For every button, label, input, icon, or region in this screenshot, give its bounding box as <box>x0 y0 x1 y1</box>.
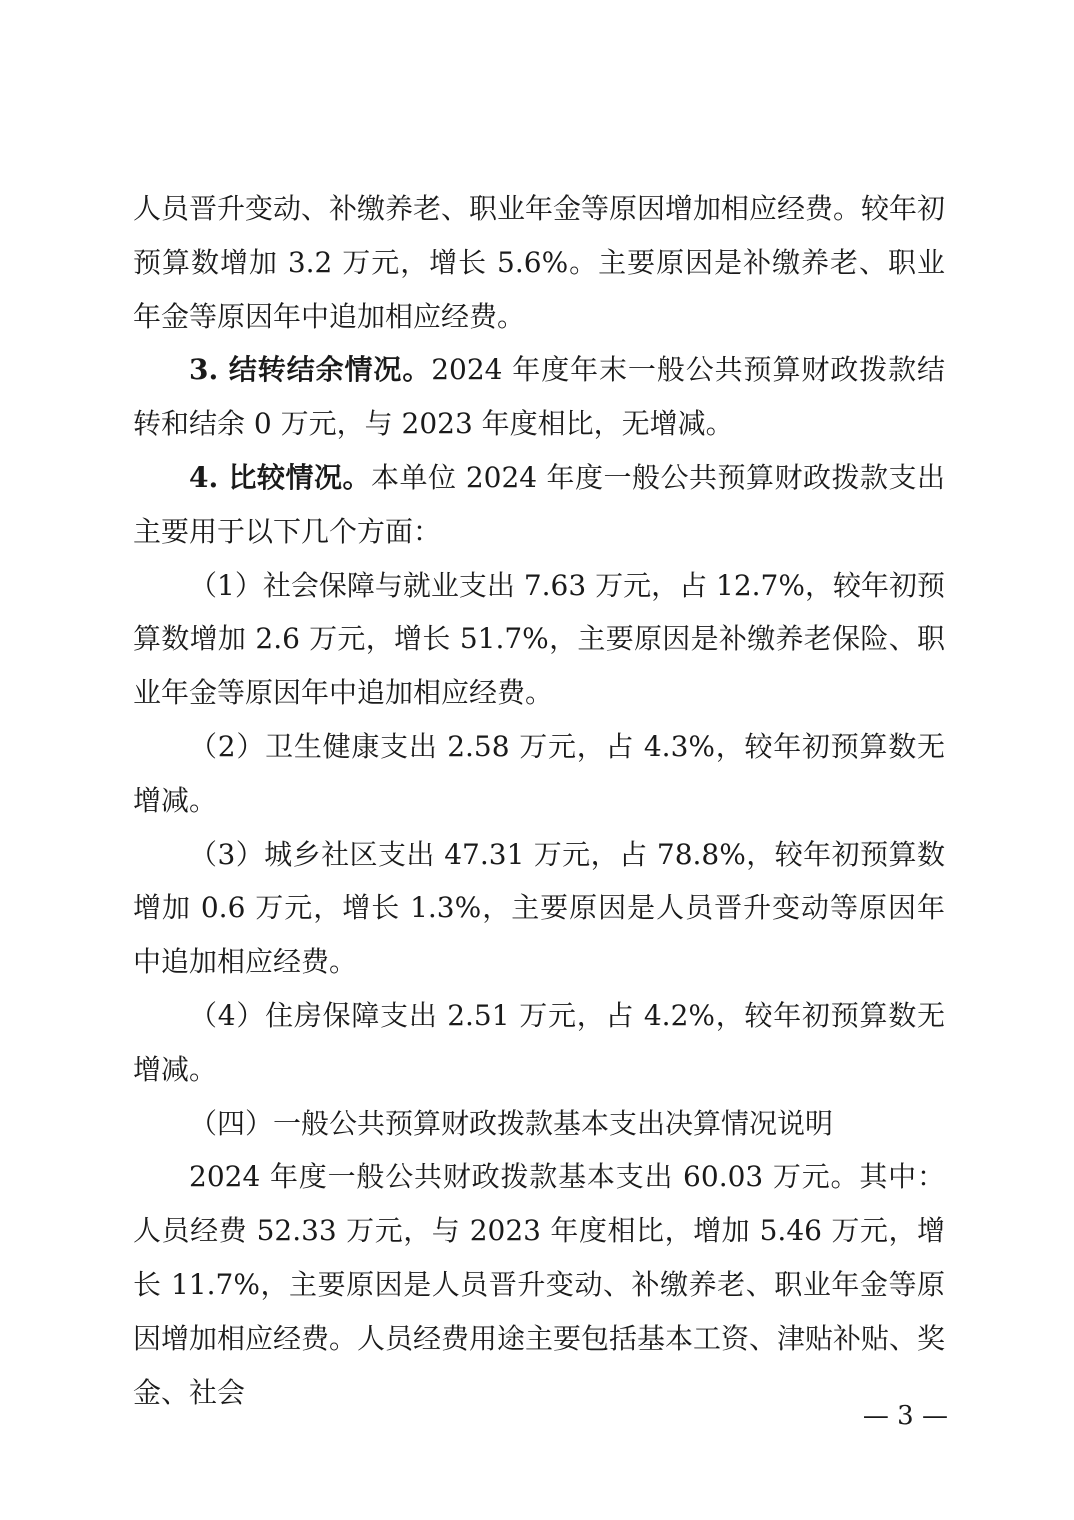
paragraph-text: 人员晋升变动、补缴养老、职业年金等原因增加相应经费。较年初预算数增加 3.2 万元，增长 5.6%。主要原因是补缴养老、职业年金等原因年中追加相应经费。 <box>133 192 946 333</box>
paragraph-comparison <box>133 451 945 559</box>
paragraph-text: 本单位 2024 年度一般公共预算财政拨款支出主要用于以下几个方面： <box>133 460 945 548</box>
paragraph-text: （四）一般公共预算财政拨款基本支出决算情况说明 <box>189 1106 834 1140</box>
subsection-title <box>133 1097 945 1151</box>
list-item-housing <box>133 989 945 1097</box>
paragraph-text: 2024 年度年末一般公共预算财政拨款结转和结余 0 万元，与 2023 年度相比，无增减。 <box>133 353 945 441</box>
paragraph-basic-expenditure <box>133 1150 945 1419</box>
document-body <box>133 182 945 1419</box>
paragraph-continuation <box>133 182 945 343</box>
paragraph-text: （3）城乡社区支出 47.31 万元，占 78.8%，较年初预算数增加 0.6 万元，增长 1.3%，主要原因是人员晋升变动等原因年中追加相应经费。 <box>133 837 945 979</box>
paragraph-text: 2024 年度一般公共财政拨款基本支出 60.03 万元。其中：人员经费 52.33 万元，与 2023 年度相比，增加 5.46 万元，增长 11.7%，主要原因是人员晋升变动、补缴养老、职业年金等原因增加相应经费。人员经费用途主要包括基本工资、津贴补贴、奖金、社会 <box>133 1160 946 1409</box>
page-number: — 3 — <box>862 1401 948 1431</box>
paragraph-text: （4）住房保障支出 2.51 万元，占 4.2%，较年初预算数无增减。 <box>133 998 945 1086</box>
paragraph-carryover-balance <box>133 343 945 451</box>
list-item-urban-rural <box>133 828 945 989</box>
section-heading: 4. 比较情况。 <box>189 460 371 494</box>
paragraph-text: （2）卫生健康支出 2.58 万元，占 4.3%，较年初预算数无增减。 <box>133 729 945 817</box>
paragraph-text: （1）社会保障与就业支出 7.63 万元，占 12.7%，较年初预算数增加 2.6 万元，增长 51.7%，主要原因是补缴养老保险、职业年金等原因年中追加相应经费。 <box>133 568 945 710</box>
list-item-social-security <box>133 559 945 720</box>
list-item-health <box>133 720 945 828</box>
section-heading: 3. 结转结余情况。 <box>189 353 432 387</box>
